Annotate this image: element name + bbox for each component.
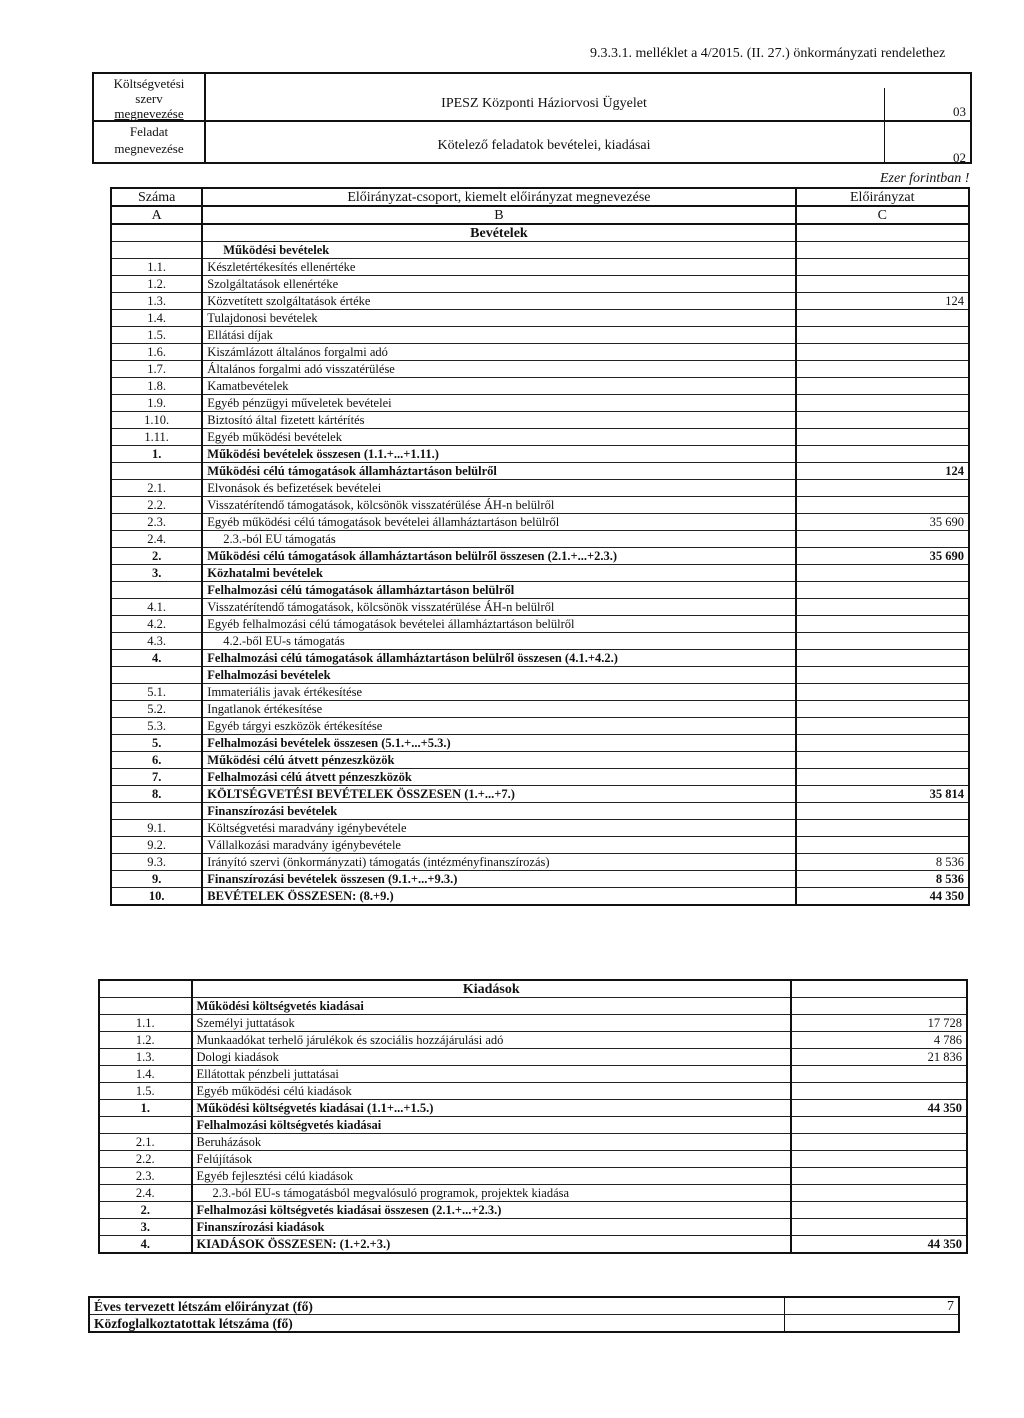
row-label: Működési költségvetés kiadásai <box>192 998 791 1015</box>
row-label: Készletértékesítés ellenértéke <box>202 259 795 276</box>
row-value <box>796 667 969 684</box>
expense-row <box>99 1134 967 1151</box>
row-label: Ellátottak pénzbeli juttatásai <box>192 1066 791 1083</box>
expense-table <box>98 979 968 1254</box>
row-value: 4 786 <box>791 1032 967 1049</box>
row-value: 44 350 <box>796 888 969 906</box>
row-number: 1.3. <box>111 293 202 310</box>
revenue-row <box>111 378 969 395</box>
revenue-row <box>111 310 969 327</box>
col-c-code: C <box>796 206 969 224</box>
expense-title: Kiadások <box>192 980 791 998</box>
row-value <box>796 684 969 701</box>
row-label: Felhalmozási célú támogatások államháztartáson belülről összesen (4.1.+4.2.) <box>202 650 795 667</box>
revenue-row <box>111 582 969 599</box>
row-label: Egyéb tárgyi eszközök értékesítése <box>202 718 795 735</box>
row-label: Működési célú támogatások államháztartáson belülről összesen (2.1.+...+2.3.) <box>202 548 795 565</box>
revenue-row <box>111 820 969 837</box>
revenue-row <box>111 735 969 752</box>
row-value <box>791 998 967 1015</box>
row-value <box>796 480 969 497</box>
row-value <box>796 395 969 412</box>
row-label: Szolgáltatások ellenértéke <box>202 276 795 293</box>
document-header <box>92 72 972 164</box>
row-number: 2.4. <box>99 1185 192 1202</box>
row-number: 9. <box>111 871 202 888</box>
row-number <box>99 998 192 1015</box>
expense-row <box>99 1066 967 1083</box>
row-label: Visszatérítendő támogatások, kölcsönök visszatérülése ÁH-n belülről <box>202 599 795 616</box>
row-value: 124 <box>796 463 969 480</box>
task-label-1: Feladat <box>129 124 169 139</box>
row-value <box>796 565 969 582</box>
appendix-reference: 9.3.3.1. melléklet a 4/2015. (II. 27.) önkormányzati rendelethez <box>590 46 946 61</box>
row-label: Finanszírozási bevételek <box>202 803 795 820</box>
expense-row <box>99 1049 967 1066</box>
row-value <box>791 1219 967 1236</box>
revenue-row <box>111 599 969 616</box>
staff-row <box>89 1315 959 1333</box>
revenue-row <box>111 412 969 429</box>
row-value: 35 814 <box>796 786 969 803</box>
expense-row <box>99 998 967 1015</box>
row-value <box>796 242 969 259</box>
org-name: IPESZ Központi Háziorvosi Ügyelet <box>441 96 647 111</box>
row-number: 4.3. <box>111 633 202 650</box>
row-label: Kamatbevételek <box>202 378 795 395</box>
expense-row <box>99 1100 967 1117</box>
row-number: 1. <box>111 446 202 463</box>
row-number: 1.2. <box>99 1032 192 1049</box>
row-label: Egyéb működési bevételek <box>202 429 795 446</box>
row-label: Személyi juttatások <box>192 1015 791 1032</box>
col-c-header: Előirányzat <box>796 188 969 206</box>
revenue-row <box>111 650 969 667</box>
row-number: 5.2. <box>111 701 202 718</box>
row-number: 3. <box>111 565 202 582</box>
revenue-row <box>111 531 969 548</box>
row-label: Finanszírozási kiadások <box>192 1219 791 1236</box>
row-label: Elvonások és befizetések bevételei <box>202 480 795 497</box>
revenue-row <box>111 361 969 378</box>
row-number: 1.4. <box>99 1066 192 1083</box>
task-code: 02 <box>953 150 966 165</box>
row-value <box>796 820 969 837</box>
revenue-row <box>111 888 969 906</box>
staff-value: 7 <box>784 1297 959 1315</box>
org-code: 03 <box>953 104 966 119</box>
row-label: Működési célú átvett pénzeszközök <box>202 752 795 769</box>
row-number: 5. <box>111 735 202 752</box>
row-value <box>796 701 969 718</box>
row-value <box>796 327 969 344</box>
staff-table <box>88 1296 960 1333</box>
expense-row <box>99 1032 967 1049</box>
staff-label: Éves tervezett létszám előirányzat (fő) <box>89 1297 784 1315</box>
row-label: Működési célú támogatások államháztartáson belülről <box>202 463 795 480</box>
row-value <box>796 803 969 820</box>
row-label: Egyéb működési célú kiadások <box>192 1083 791 1100</box>
row-number: 1.1. <box>111 259 202 276</box>
row-number: 1.6. <box>111 344 202 361</box>
row-label: Munkaadókat terhelő járulékok és szociális hozzájárulási adó <box>192 1032 791 1049</box>
row-label: Felhalmozási költségvetés kiadásai összesen (2.1.+...+2.3.) <box>192 1202 791 1219</box>
row-value <box>796 718 969 735</box>
row-number: 9.2. <box>111 837 202 854</box>
unit-note: Ezer forintban ! <box>880 171 970 186</box>
row-label: Felhalmozási költségvetés kiadásai <box>192 1117 791 1134</box>
org-label-1: Költségvetési <box>113 76 185 91</box>
row-label: 4.2.-ből EU-s támogatás <box>202 633 795 650</box>
expense-row <box>99 1117 967 1134</box>
revenue-row <box>111 837 969 854</box>
row-number: 4. <box>99 1236 192 1254</box>
revenue-row <box>111 752 969 769</box>
revenue-row <box>111 259 969 276</box>
row-number: 5.3. <box>111 718 202 735</box>
col-a-code: A <box>111 206 202 224</box>
revenue-row <box>111 667 969 684</box>
revenue-row <box>111 327 969 344</box>
revenue-row <box>111 344 969 361</box>
revenue-row <box>111 718 969 735</box>
row-label: Felhalmozási célú átvett pénzeszközök <box>202 769 795 786</box>
revenue-row <box>111 395 969 412</box>
row-number <box>111 463 202 480</box>
row-number <box>111 803 202 820</box>
row-number: 2. <box>99 1202 192 1219</box>
row-number <box>111 667 202 684</box>
col-b-code: B <box>202 206 795 224</box>
row-label: KIADÁSOK ÖSSZESEN: (1.+2.+3.) <box>192 1236 791 1254</box>
revenue-row <box>111 293 969 310</box>
revenue-row <box>111 463 969 480</box>
revenue-row <box>111 497 969 514</box>
row-number: 1.8. <box>111 378 202 395</box>
row-number: 1.7. <box>111 361 202 378</box>
row-number: 4.1. <box>111 599 202 616</box>
row-number <box>99 1117 192 1134</box>
col-a-header: Száma <box>111 188 202 206</box>
row-number: 2.1. <box>99 1134 192 1151</box>
revenue-row <box>111 769 969 786</box>
row-value <box>796 412 969 429</box>
row-value <box>791 1117 967 1134</box>
row-label: Visszatérítendő támogatások, kölcsönök visszatérülése ÁH-n belülről <box>202 497 795 514</box>
row-number: 1.1. <box>99 1015 192 1032</box>
row-number: 4.2. <box>111 616 202 633</box>
row-number: 1.9. <box>111 395 202 412</box>
revenue-row <box>111 684 969 701</box>
row-label: Kiszámlázott általános forgalmi adó <box>202 344 795 361</box>
revenue-row <box>111 429 969 446</box>
task-label-2: megnevezése <box>114 141 184 156</box>
row-value <box>796 259 969 276</box>
row-label: Egyéb felhalmozási célú támogatások bevételei államháztartáson belülről <box>202 616 795 633</box>
row-number: 1. <box>99 1100 192 1117</box>
row-value: 35 690 <box>796 548 969 565</box>
row-label: Biztosító által fizetett kártérítés <box>202 412 795 429</box>
row-value: 124 <box>796 293 969 310</box>
row-value <box>796 497 969 514</box>
row-label: Felhalmozási célú támogatások államháztartáson belülről <box>202 582 795 599</box>
revenue-title: Bevételek <box>202 224 795 242</box>
row-label: Ingatlanok értékesítése <box>202 701 795 718</box>
row-label: 2.3.-ból EU támogatás <box>202 531 795 548</box>
expense-row <box>99 1185 967 1202</box>
row-value <box>796 582 969 599</box>
row-label: Egyéb fejlesztési célú kiadások <box>192 1168 791 1185</box>
row-value <box>796 344 969 361</box>
row-value: 35 690 <box>796 514 969 531</box>
revenue-row <box>111 701 969 718</box>
row-number: 2.2. <box>99 1151 192 1168</box>
row-label: Beruházások <box>192 1134 791 1151</box>
revenue-row <box>111 616 969 633</box>
row-number: 1.5. <box>111 327 202 344</box>
row-label: Dologi kiadások <box>192 1049 791 1066</box>
row-label: Működési bevételek összesen (1.1.+...+1.11.) <box>202 446 795 463</box>
expense-row <box>99 1236 967 1254</box>
revenue-table <box>110 187 970 906</box>
col-b-header: Előirányzat-csoport, kiemelt előirányzat megnevezése <box>202 188 795 206</box>
row-number: 1.4. <box>111 310 202 327</box>
row-number: 1.11. <box>111 429 202 446</box>
row-number: 4. <box>111 650 202 667</box>
expense-row <box>99 1151 967 1168</box>
row-number: 2.3. <box>99 1168 192 1185</box>
row-label: KÖLTSÉGVETÉSI BEVÉTELEK ÖSSZESEN (1.+...+7.) <box>202 786 795 803</box>
row-value <box>796 650 969 667</box>
expense-row <box>99 1083 967 1100</box>
row-number: 1.10. <box>111 412 202 429</box>
revenue-row <box>111 548 969 565</box>
row-value: 21 836 <box>791 1049 967 1066</box>
row-value: 8 536 <box>796 871 969 888</box>
revenue-row <box>111 633 969 650</box>
row-value <box>796 769 969 786</box>
revenue-row <box>111 871 969 888</box>
row-value <box>791 1151 967 1168</box>
row-label: Általános forgalmi adó visszatérülése <box>202 361 795 378</box>
row-number: 3. <box>99 1219 192 1236</box>
row-value <box>796 446 969 463</box>
row-number: 2.1. <box>111 480 202 497</box>
row-number: 8. <box>111 786 202 803</box>
expense-row <box>99 1015 967 1032</box>
revenue-row <box>111 514 969 531</box>
revenue-row <box>111 242 969 259</box>
row-label: Költségvetési maradvány igénybevétele <box>202 820 795 837</box>
row-value <box>791 1185 967 1202</box>
row-value <box>796 429 969 446</box>
expense-row <box>99 1168 967 1185</box>
revenue-row <box>111 480 969 497</box>
row-value <box>796 837 969 854</box>
revenue-row <box>111 803 969 820</box>
org-label-3: megnevezése <box>114 106 184 121</box>
row-value <box>796 378 969 395</box>
row-number: 9.3. <box>111 854 202 871</box>
row-label: Tulajdonosi bevételek <box>202 310 795 327</box>
revenue-row <box>111 854 969 871</box>
row-number <box>111 242 202 259</box>
row-value <box>791 1134 967 1151</box>
row-value <box>796 633 969 650</box>
row-value <box>791 1083 967 1100</box>
row-number: 5.1. <box>111 684 202 701</box>
row-label: Felhalmozási bevételek <box>202 667 795 684</box>
staff-row <box>89 1297 959 1315</box>
row-label: Vállalkozási maradvány igénybevétele <box>202 837 795 854</box>
row-label: Közvetített szolgáltatások értéke <box>202 293 795 310</box>
row-value: 17 728 <box>791 1015 967 1032</box>
row-value: 44 350 <box>791 1236 967 1254</box>
row-number: 2.4. <box>111 531 202 548</box>
row-value <box>791 1066 967 1083</box>
row-value <box>791 1168 967 1185</box>
row-number: 1.3. <box>99 1049 192 1066</box>
row-value <box>796 361 969 378</box>
revenue-row <box>111 446 969 463</box>
row-label: Egyéb működési célú támogatások bevételei államháztartáson belülről <box>202 514 795 531</box>
row-label: Finanszírozási bevételek összesen (9.1.+...+9.3.) <box>202 871 795 888</box>
row-number <box>111 582 202 599</box>
row-value <box>796 310 969 327</box>
row-number: 7. <box>111 769 202 786</box>
row-value <box>796 752 969 769</box>
task-name: Kötelező feladatok bevételei, kiadásai <box>437 138 651 153</box>
row-label: Felújítások <box>192 1151 791 1168</box>
row-value <box>796 531 969 548</box>
row-label: Felhalmozási bevételek összesen (5.1.+...+5.3.) <box>202 735 795 752</box>
expense-row <box>99 1202 967 1219</box>
row-value <box>791 1202 967 1219</box>
row-value <box>796 616 969 633</box>
row-number: 1.2. <box>111 276 202 293</box>
row-label: Irányító szervi (önkormányzati) támogatás (intézményfinanszírozás) <box>202 854 795 871</box>
revenue-row <box>111 565 969 582</box>
staff-label: Közfoglalkoztatottak létszáma (fő) <box>89 1315 784 1333</box>
org-label-2: szerv <box>135 91 163 106</box>
row-label: Működési költségvetés kiadásai (1.1+...+1.5.) <box>192 1100 791 1117</box>
row-number: 10. <box>111 888 202 906</box>
row-label: Egyéb pénzügyi műveletek bevételei <box>202 395 795 412</box>
expense-row <box>99 1219 967 1236</box>
revenue-row <box>111 786 969 803</box>
row-value <box>796 276 969 293</box>
row-number: 2. <box>111 548 202 565</box>
staff-value <box>784 1315 959 1333</box>
row-label: 2.3.-ból EU-s támogatásból megvalósuló programok, projektek kiadása <box>192 1185 791 1202</box>
row-label: Működési bevételek <box>202 242 795 259</box>
row-value: 44 350 <box>791 1100 967 1117</box>
row-number: 9.1. <box>111 820 202 837</box>
row-label: Immateriális javak értékesítése <box>202 684 795 701</box>
row-number: 2.2. <box>111 497 202 514</box>
revenue-row <box>111 276 969 293</box>
row-label: BEVÉTELEK ÖSSZESEN: (8.+9.) <box>202 888 795 906</box>
row-value <box>796 599 969 616</box>
row-number: 2.3. <box>111 514 202 531</box>
row-value <box>796 735 969 752</box>
row-label: Közhatalmi bevételek <box>202 565 795 582</box>
row-label: Ellátási díjak <box>202 327 795 344</box>
row-value: 8 536 <box>796 854 969 871</box>
row-number: 6. <box>111 752 202 769</box>
row-number: 1.5. <box>99 1083 192 1100</box>
